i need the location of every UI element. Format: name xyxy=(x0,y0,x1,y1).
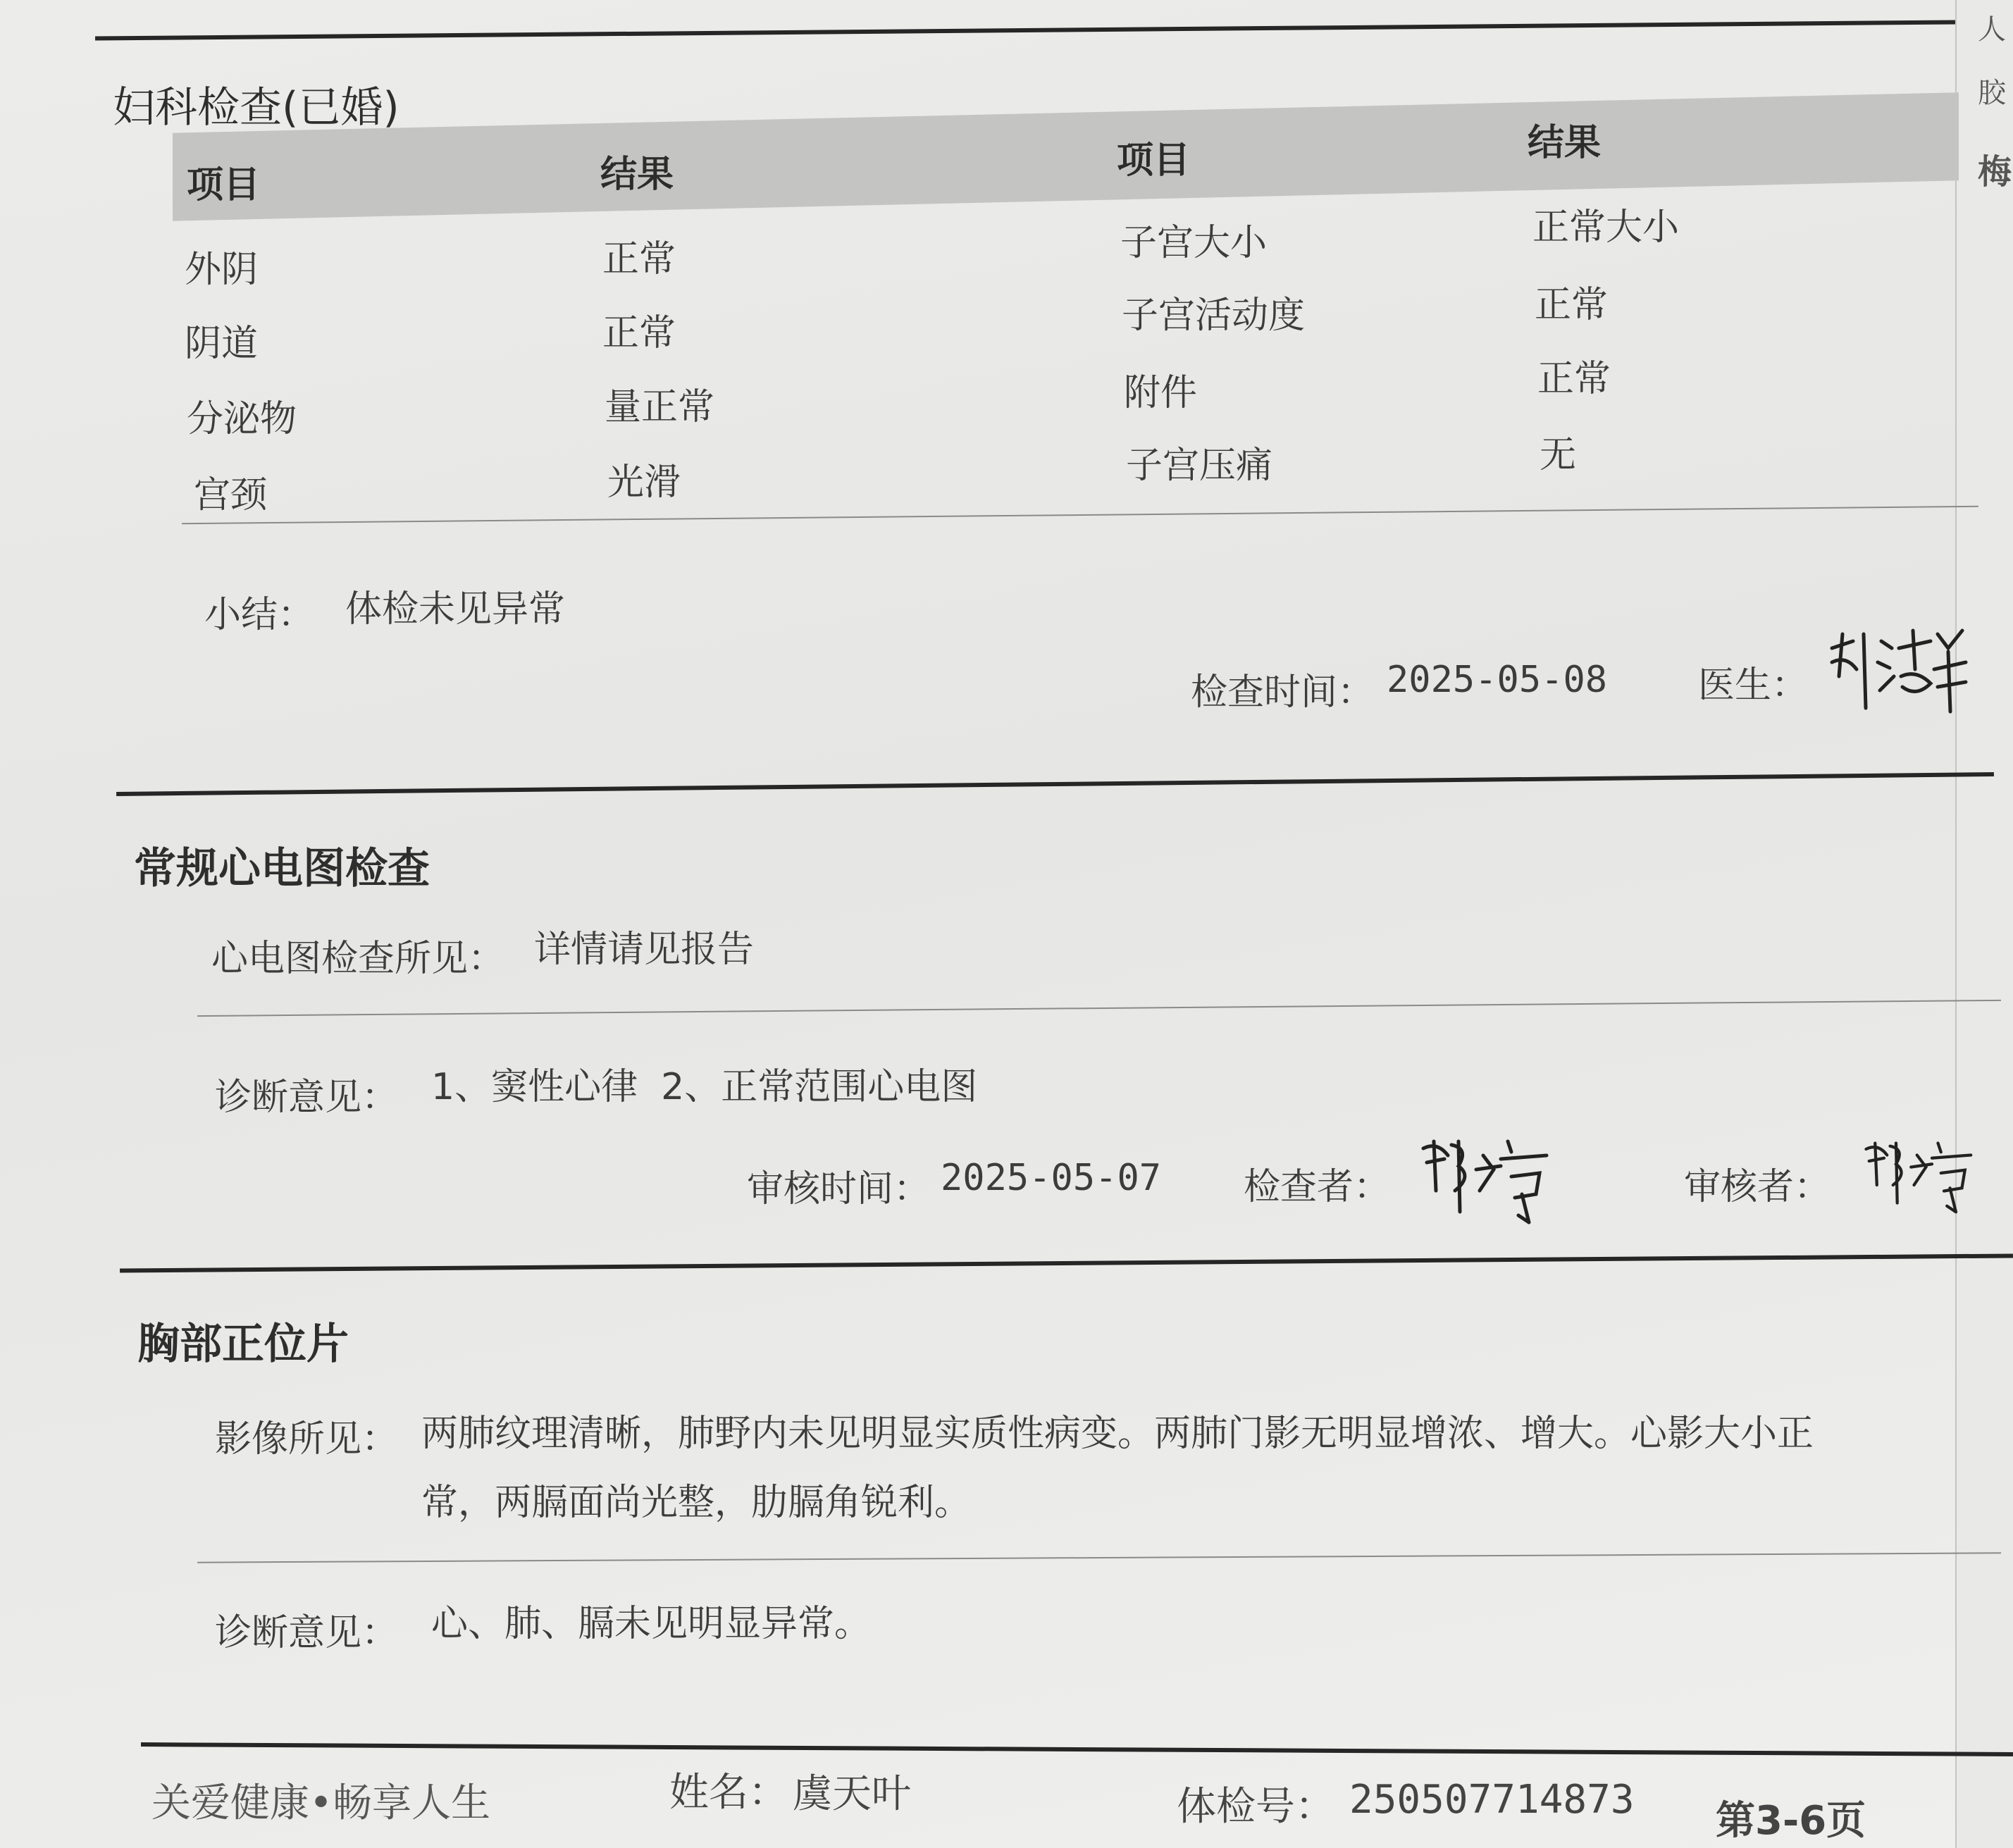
chest-imaging-label: 影像所见： xyxy=(215,1418,399,1461)
gyn-item: 分泌物 xyxy=(187,398,297,440)
gyn-header-item-2: 项目 xyxy=(1117,139,1191,182)
gyn-item: 阴道 xyxy=(185,323,259,365)
table-divider xyxy=(197,1000,2001,1017)
section-divider xyxy=(120,1253,2013,1272)
gyn-section-title: 妇科检查(已婚) xyxy=(113,83,399,132)
footer-exam-no: 250507714873 xyxy=(1349,1777,1635,1823)
section-divider xyxy=(95,20,1955,40)
gyn-result: 正常 xyxy=(1537,358,1611,400)
ecg-review-time-label: 审核时间： xyxy=(747,1168,931,1210)
chest-imaging-line-2: 常，两膈面尚光整，肋膈角锐利。 xyxy=(421,1482,972,1524)
gyn-time-label: 检查时间： xyxy=(1191,671,1375,714)
footer-name: 虞天叶 xyxy=(793,1771,911,1817)
examiner-signature xyxy=(1416,1127,1557,1226)
gyn-item: 附件 xyxy=(1124,372,1198,414)
ecg-section-title: 常规心电图检查 xyxy=(134,844,430,893)
reviewer-signature xyxy=(1860,1127,1980,1219)
gyn-header-result-2: 结果 xyxy=(1528,122,1602,164)
gyn-item: 外阴 xyxy=(185,249,259,291)
edge-fragment: 人 xyxy=(1978,13,2006,46)
gyn-header-result-1: 结果 xyxy=(600,154,674,196)
table-divider xyxy=(182,506,1978,524)
chest-diagnosis-label: 诊断意见： xyxy=(215,1612,399,1654)
gyn-result: 正常 xyxy=(1535,284,1609,326)
footer-divider xyxy=(141,1742,2013,1756)
footer-exam-no-label: 体检号： xyxy=(1177,1784,1334,1830)
chest-imaging-line-1: 两肺纹理清晰，肺野内未见明显实质性病变。两肺门影无明显增浓、增大。心影大小正 xyxy=(421,1413,1814,1455)
doctor-signature xyxy=(1825,620,1973,719)
gyn-table-header-bar xyxy=(173,92,1959,221)
adjacent-page-edge xyxy=(1955,0,2013,1848)
gyn-doctor-label: 医生： xyxy=(1698,664,1809,707)
gyn-result: 量正常 xyxy=(605,386,715,428)
gyn-header-item-1: 项目 xyxy=(187,164,261,206)
chest-diagnosis: 心、肺、膈未见明显异常。 xyxy=(431,1603,872,1645)
gyn-item: 子宫压痛 xyxy=(1126,445,1273,487)
chest-section-title: 胸部正位片 xyxy=(137,1320,349,1369)
ecg-review-time: 2025-05-07 xyxy=(941,1157,1162,1199)
footer-page-number: 第3-6页 xyxy=(1716,1798,1866,1844)
gyn-result: 光滑 xyxy=(607,461,681,504)
gyn-result: 无 xyxy=(1540,434,1577,476)
edge-fragment: 胶 xyxy=(1978,77,2006,109)
gyn-time: 2025-05-08 xyxy=(1387,659,1608,701)
table-divider xyxy=(197,1552,2001,1563)
gyn-result: 正常大小 xyxy=(1532,206,1680,249)
ecg-diagnosis-label: 诊断意见： xyxy=(215,1077,399,1119)
gyn-item: 子宫活动度 xyxy=(1122,294,1306,337)
ecg-examiner-label: 检查者： xyxy=(1244,1166,1391,1208)
gyn-result: 正常 xyxy=(602,312,676,354)
section-divider xyxy=(116,772,1994,796)
footer-name-label: 姓名： xyxy=(669,1770,788,1816)
ecg-reviewer-label: 审核者： xyxy=(1684,1166,1831,1208)
ecg-findings: 详情请见报告 xyxy=(534,929,755,971)
ecg-diagnosis: 1、窦性心律 2、正常范围心电图 xyxy=(431,1066,978,1108)
footer-slogan: 关爱健康•畅享人生 xyxy=(151,1780,491,1826)
gyn-result: 正常 xyxy=(602,238,676,280)
gyn-summary: 体检未见异常 xyxy=(345,588,566,631)
edge-fragment: 梅 xyxy=(1978,152,2012,192)
gyn-item: 宫颈 xyxy=(194,474,268,516)
ecg-findings-label: 心电图检查所见： xyxy=(211,938,505,980)
gyn-summary-label: 小结： xyxy=(204,594,315,636)
gyn-item: 子宫大小 xyxy=(1120,222,1268,264)
